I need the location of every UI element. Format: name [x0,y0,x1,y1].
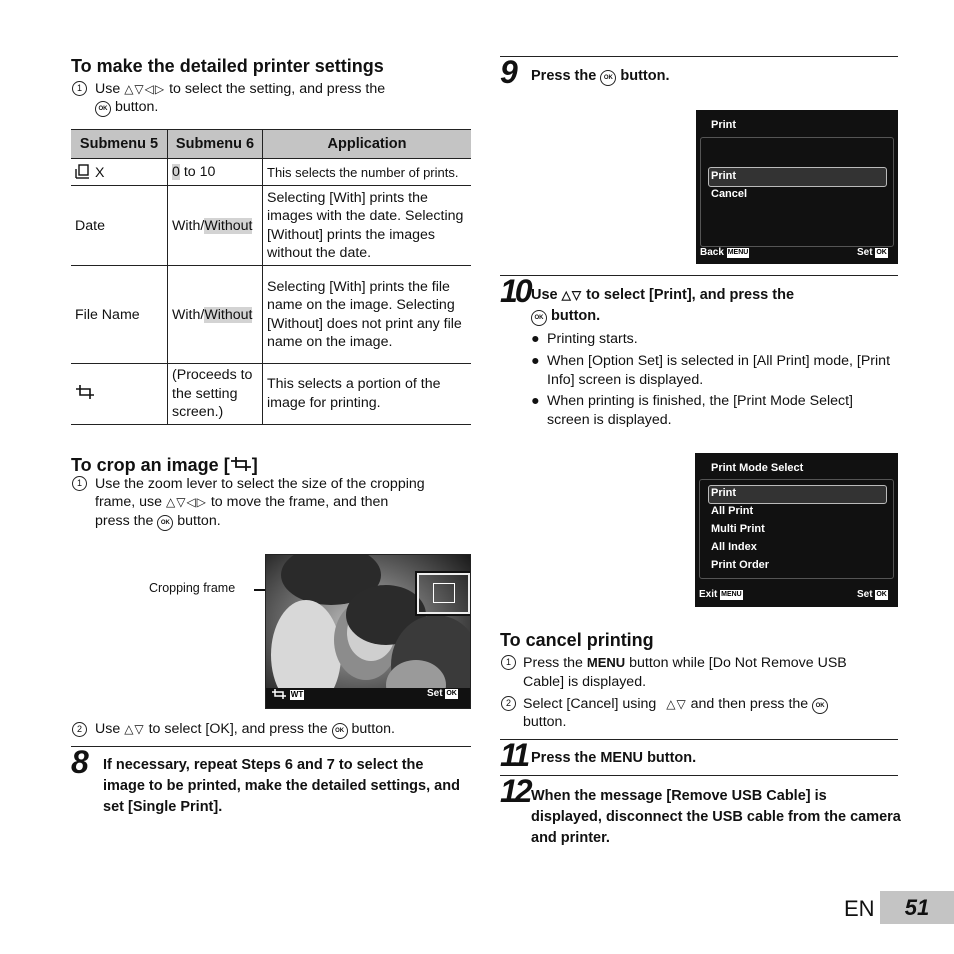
step11-pre: Press the [531,750,597,766]
date-cell: Date [71,186,168,266]
step10-line2 [531,306,600,327]
divider [500,275,898,276]
print-copies-icon [75,164,95,180]
step-number-10: 10 [500,273,530,309]
set-label: Set [857,247,873,258]
step1-post: to select the setting, and press the [169,81,386,97]
menu-key-badge: MENU [721,591,742,598]
zoom-wt-badge: WT [290,690,304,699]
screen-title: Print [711,119,737,131]
exit-label: Exit [699,589,718,600]
ok-key-badge: OK [876,249,887,256]
arrow-keys-icon: △▽ [561,288,583,302]
cropping-frame-label: Cropping frame [149,581,236,595]
crop-step2-end: button. [351,721,395,737]
cancel1-line1 [523,654,847,672]
list-item [531,392,891,430]
crop-frame-box [417,573,470,614]
copies-x: X [95,164,105,181]
print-mode-select-screen [695,453,898,607]
step1-line2 [95,98,158,117]
menu-item-print[interactable]: Print [711,170,737,182]
cancel1-line2: Cable] is displayed. [523,674,647,690]
menu-item-print[interactable]: Print [711,487,737,499]
table-row [71,186,471,266]
step-number-9: 9 [500,54,515,90]
step10-line2-text: button. [551,308,601,324]
step-number-1: 1 [72,476,87,491]
cell-pre: With/ [172,217,205,234]
set-label: Set [857,589,873,600]
bullet-text: Printing starts. [547,331,638,347]
crop-step1-line3 [95,512,221,531]
cell-pre: With/ [172,306,205,323]
step1-pre: Use [95,81,121,97]
crop-step1-b-post: to move the frame, and then [210,494,389,510]
step1-line2-text: button. [114,99,159,115]
header-submenu5: Submenu 5 [71,130,168,159]
screen-title: Print Mode Select [711,462,804,474]
crop-step1-line1: Use the zoom lever to select the size of the cropping [95,476,425,492]
cell-highlight: 0 [172,164,180,180]
bullet-text: When [Option Set] is selected in [All Print] mode, [Print Info] screen is displayed. [547,353,891,388]
step11-text [531,748,696,769]
ok-button-icon: OK [812,698,828,714]
ok-button-icon: OK [600,70,616,86]
section-title-cancel: To cancel printing [500,630,654,650]
copies-cell [71,159,168,186]
crop-icon [75,384,95,400]
divider [500,739,898,740]
crop-inner-frame [433,583,455,603]
photo-footer-set [427,688,458,699]
crop-icon [230,456,252,472]
menu-item-all-index[interactable]: All Index [711,541,757,553]
language-label: EN [844,896,875,921]
bullet-icon: ● [531,353,540,369]
step8-text: If necessary, repeat Steps 6 and 7 to select the image to be printed, make the detailed settings, and set [Single Print]. [103,757,460,815]
crop-value: (Proceeds to the setting screen.) [168,364,263,425]
cancel2-line2: button. [523,714,567,730]
arrow-keys-icon: △▽ [124,722,145,736]
step12-text: When the message [Remove USB Cable] is displayed, disconnect the USB cable from the camera and printer. [531,788,901,846]
cell-highlight: Without [204,306,253,323]
cancel2-post: and then press the [690,696,809,712]
divider [500,775,898,776]
step-number-12: 12 [500,773,530,809]
cancel1-post: button while [Do Not Remove USB [629,655,847,671]
menu-item-print-order[interactable]: Print Order [711,559,770,571]
crop-icon [271,688,287,700]
list-item [531,330,891,349]
step10-pre: Use [531,287,558,303]
step9-post: button. [620,68,670,84]
arrow-keys-icon: △▽ [666,697,687,711]
footer-exit [699,589,743,600]
bullet-icon: ● [531,331,540,347]
step-number-11: 11 [500,737,528,773]
date-value [168,186,263,266]
crop-step1-b-pre: frame, use [95,494,163,510]
crop-step1-c-pre: press the [95,513,154,529]
arrow-keys-icon: △▽◁▷ [124,82,166,96]
crop-preview-photo [265,554,471,709]
step10-line1 [531,285,794,306]
list-item [531,352,891,390]
crop-step1-c-post: button. [177,513,221,529]
header-application: Application [263,130,472,159]
print-screen [696,110,898,264]
crop-step2-post: to select [OK], and press the [148,721,328,737]
divider [71,746,471,747]
cancel2-line1 [523,695,828,714]
crop-application: This selects a portion of the image for printing. [263,364,472,425]
step-number-1: 1 [72,81,87,96]
copies-application: This selects the number of prints. [263,159,472,186]
date-application: Selecting [With] prints the images with the date. Selecting [Without] prints the images without the date. [263,186,472,266]
filename-cell: File Name [71,266,168,364]
settings-table [71,129,471,425]
step9-pre: Press the [531,68,597,84]
menu-item-all-print[interactable]: All Print [711,505,754,517]
step11-post: button. [647,750,697,766]
step10-post: to select [Print], and press the [586,287,795,303]
copies-range [168,159,263,186]
menu-key-label: MENU [586,655,626,670]
ok-button-icon: OK [157,515,173,531]
menu-item-multi-print[interactable]: Multi Print [711,523,765,535]
bullet-text: When printing is finished, the [Print Mode Select] screen is displayed. [547,393,853,428]
footer-set [857,589,888,600]
step-number-2: 2 [72,722,87,737]
footer-set [857,247,888,258]
step-number-1: 1 [501,655,516,670]
ok-key-badge: OK [446,690,457,697]
crop-title-post: ] [251,455,258,475]
set-label: Set [427,688,443,699]
menu-item-cancel[interactable]: Cancel [711,188,748,200]
crop-cell [71,364,168,425]
section-title-printer-settings: To make the detailed printer settings [71,56,384,76]
cancel2-pre: Select [Cancel] using [523,696,657,712]
menu-key-label: MENU [600,750,644,766]
ok-button-icon: OK [332,723,348,739]
table-row [71,266,471,364]
table-row [71,159,471,186]
ok-button-icon: OK [95,101,111,117]
photo-footer-left [271,688,304,701]
back-label: Back [700,247,724,258]
arrow-keys-icon: △▽◁▷ [165,495,207,509]
divider [500,56,898,57]
cancel1-pre: Press the [523,655,583,671]
step1-line1 [95,80,385,98]
filename-application: Selecting [With] prints the file name on the image. Selecting [Without] does not print any file name on the image. [263,266,472,364]
section-title-crop [71,455,258,476]
step9-text [531,66,669,87]
header-submenu6: Submenu 6 [168,130,263,159]
step-number-8: 8 [71,744,86,780]
table-row [71,364,471,425]
crop-title-pre: To crop an image [ [71,455,230,475]
step-number-2: 2 [501,696,516,711]
page-number: 51 [880,891,954,924]
ok-key-badge: OK [876,591,887,598]
bullet-icon: ● [531,393,540,409]
ok-button-icon: OK [531,310,547,326]
cell-post: to 10 [179,164,216,180]
filename-value [168,266,263,364]
menu-key-badge: MENU [727,249,749,256]
cell-highlight: Without [204,217,253,234]
crop-step1-line2 [95,493,388,511]
crop-step2-pre: Use [95,721,121,737]
footer-back [700,247,749,258]
crop-step2 [95,720,395,739]
